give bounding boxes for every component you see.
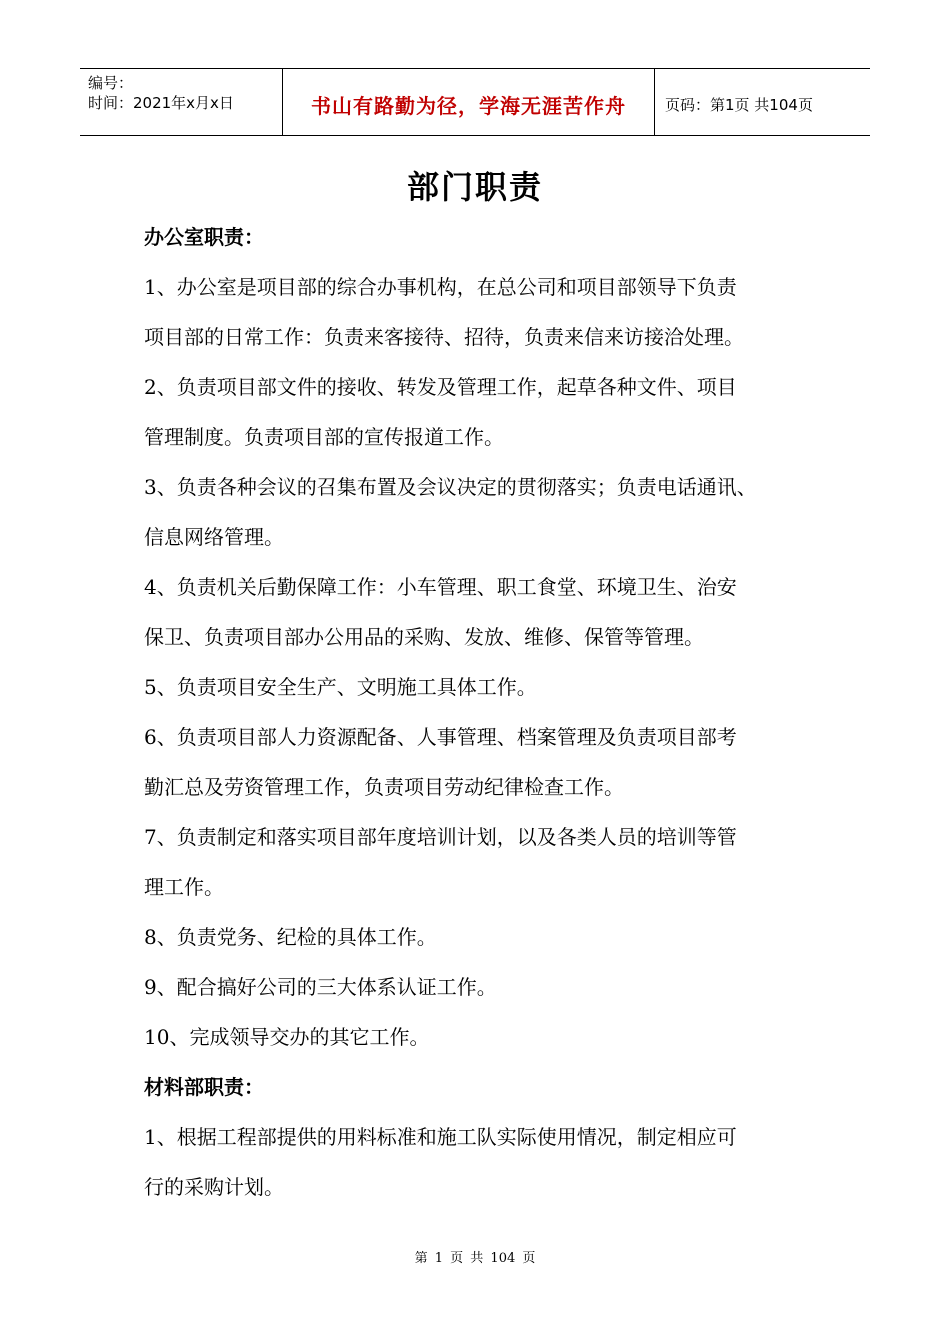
paragraph-line: 3、负责各种会议的召集布置及会议决定的贯彻落实；负责电话通讯、 — [144, 475, 757, 499]
page-header — [80, 68, 870, 136]
section-heading-office: 办公室职责： — [144, 225, 264, 249]
paragraph-line: 8、负责党务、纪检的具体工作。 — [144, 925, 437, 949]
page-title: 部门职责 — [406, 168, 543, 206]
paragraph-line: 5、负责项目安全生产、文明施工具体工作。 — [144, 675, 537, 699]
header-meta — [80, 69, 282, 135]
paragraph-line: 保卫、负责项目部办公用品的采购、发放、维修、保管等管理。 — [144, 625, 704, 649]
header-motto-cell — [282, 69, 655, 135]
paragraph-line: 10、完成领导交办的其它工作。 — [144, 1025, 430, 1049]
paragraph-line: 行的采购计划。 — [144, 1175, 284, 1199]
paragraph-line: 7、负责制定和落实项目部年度培训计划，以及各类人员的培训等管 — [144, 825, 737, 849]
paragraph-line: 1、根据工程部提供的用料标准和施工队实际使用情况，制定相应可 — [144, 1125, 737, 1149]
paragraph-line: 2、负责项目部文件的接收、转发及管理工作，起草各种文件、项目 — [144, 375, 737, 399]
paragraph-line: 9、配合搞好公司的三大体系认证工作。 — [144, 975, 497, 999]
document-number-label: 编号： — [88, 74, 134, 92]
page-footer: 第 1 页 共 104 页 — [414, 1251, 536, 1266]
header-page-info: 页码：第1页 共104页 — [665, 95, 813, 114]
paragraph-line: 理工作。 — [144, 875, 224, 899]
paragraph-line: 4、负责机关后勤保障工作：小车管理、职工食堂、环境卫生、治安 — [144, 575, 737, 599]
document-date: 时间：2021年x月x日 — [88, 94, 234, 112]
header-motto: 书山有路勤为径，学海无涯苦作舟 — [311, 93, 626, 118]
paragraph-line: 项目部的日常工作：负责来客接待、招待，负责来信来访接洽处理。 — [144, 325, 744, 349]
paragraph-line: 信息网络管理。 — [144, 525, 284, 549]
paragraph-line: 勤汇总及劳资管理工作，负责项目劳动纪律检查工作。 — [144, 775, 624, 799]
paragraph-line: 6、负责项目部人力资源配备、人事管理、档案管理及负责项目部考 — [144, 725, 737, 749]
document-body — [144, 214, 824, 1214]
section-heading-materials: 材料部职责： — [144, 1075, 264, 1099]
paragraph-line: 1、办公室是项目部的综合办事机构，在总公司和项目部领导下负责 — [144, 275, 737, 299]
paragraph-line: 管理制度。负责项目部的宣传报道工作。 — [144, 425, 504, 449]
